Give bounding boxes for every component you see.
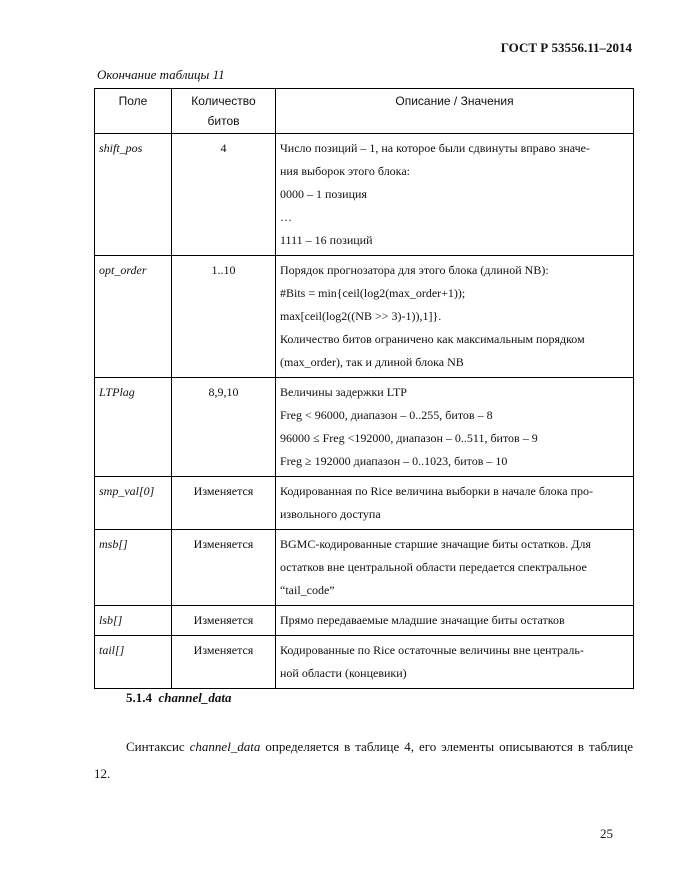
desc-cell bbox=[276, 530, 634, 606]
col-header-bits: Количество битов bbox=[172, 89, 276, 134]
desc-line: Прямо передаваемые младшие значащие биты остатков bbox=[280, 613, 565, 627]
desc-line: Число позиций – 1, на которое были сдвинуты вправо значе- bbox=[280, 141, 590, 155]
body-paragraph bbox=[94, 733, 633, 787]
table-row bbox=[95, 606, 634, 636]
desc-line: BGMC-кодированные старшие значащие биты остатков. Для bbox=[280, 537, 591, 551]
bits-cell: Изменяется bbox=[172, 606, 276, 636]
bits-cell: Изменяется bbox=[172, 530, 276, 606]
desc-cell bbox=[276, 134, 634, 256]
bits-cell: Изменяется bbox=[172, 636, 276, 689]
desc-line: … bbox=[280, 210, 292, 224]
page-number: 25 bbox=[600, 826, 613, 841]
table-row bbox=[95, 477, 634, 530]
bits-cell: 1..10 bbox=[172, 256, 276, 378]
desc-cell bbox=[276, 606, 634, 636]
bits-cell: Изменяется bbox=[172, 477, 276, 530]
desc-line: 96000 ≤ Freg <192000, диапазон – 0..511, битов – 9 bbox=[280, 431, 538, 445]
desc-line: max[ceil(log2((NB >> 3)-1)),1]}. bbox=[280, 309, 442, 323]
desc-line: “tail_code” bbox=[280, 583, 335, 597]
desc-line: 1111 – 16 позиций bbox=[280, 233, 373, 247]
desc-line: Кодированная по Rice величина выборки в начале блока про- bbox=[280, 484, 594, 498]
table-row bbox=[95, 256, 634, 378]
field-cell: lsb[] bbox=[95, 606, 172, 636]
col-header-desc: Описание / Значения bbox=[276, 89, 634, 134]
desc-line: остатков вне центральной области передается спектральное bbox=[280, 560, 587, 574]
desc-line: Кодированные по Rice остаточные величины вне централь- bbox=[280, 643, 584, 657]
desc-line: Количество битов ограничено как максимальным порядком bbox=[280, 332, 585, 346]
desc-cell bbox=[276, 378, 634, 477]
document-header: ГОСТ Р 53556.11–2014 bbox=[500, 40, 632, 55]
field-cell: smp_val[0] bbox=[95, 477, 172, 530]
desc-cell bbox=[276, 477, 634, 530]
table-row bbox=[95, 636, 634, 689]
desc-line: Freg < 96000, диапазон – 0..255, битов – 8 bbox=[280, 408, 493, 422]
field-cell: msb[] bbox=[95, 530, 172, 606]
bits-cell: 4 bbox=[172, 134, 276, 256]
bits-cell: 8,9,10 bbox=[172, 378, 276, 477]
table-row bbox=[95, 378, 634, 477]
desc-line: Величины задержки LTP bbox=[280, 385, 407, 399]
desc-line: #Bits = min{ceil(log2(max_order+1)); bbox=[280, 286, 466, 300]
desc-line: ния выборок этого блока: bbox=[280, 164, 410, 178]
table-row bbox=[95, 134, 634, 256]
para-after: определяется в таблице 4, его элементы описываются в таблице 12. bbox=[94, 739, 634, 781]
section-title: channel_data bbox=[158, 690, 232, 705]
desc-line: (max_order), так и длиной блока NB bbox=[280, 355, 464, 369]
desc-line: Порядок прогнозатора для этого блока (длиной NB): bbox=[280, 263, 549, 277]
table-row bbox=[95, 530, 634, 606]
desc-line: извольного доступа bbox=[280, 507, 381, 521]
para-before: Синтаксис bbox=[126, 739, 185, 754]
para-term: channel_data bbox=[189, 739, 261, 754]
desc-cell bbox=[276, 636, 634, 689]
desc-line: ной области (концевики) bbox=[280, 666, 407, 680]
desc-line: 0000 – 1 позиция bbox=[280, 187, 367, 201]
section-number: 5.1.4 bbox=[126, 690, 152, 705]
field-cell: LTPlag bbox=[95, 378, 172, 477]
field-cell: shift_pos bbox=[95, 134, 172, 256]
table-caption: Окончание таблицы 11 bbox=[97, 67, 225, 82]
desc-cell bbox=[276, 256, 634, 378]
field-cell: opt_order bbox=[95, 256, 172, 378]
field-cell: tail[] bbox=[95, 636, 172, 689]
desc-line: Freg ≥ 192000 диапазон – 0..1023, битов – 10 bbox=[280, 454, 508, 468]
section-heading bbox=[126, 690, 231, 706]
col-header-field: Поле bbox=[95, 89, 172, 134]
data-table bbox=[94, 88, 634, 689]
